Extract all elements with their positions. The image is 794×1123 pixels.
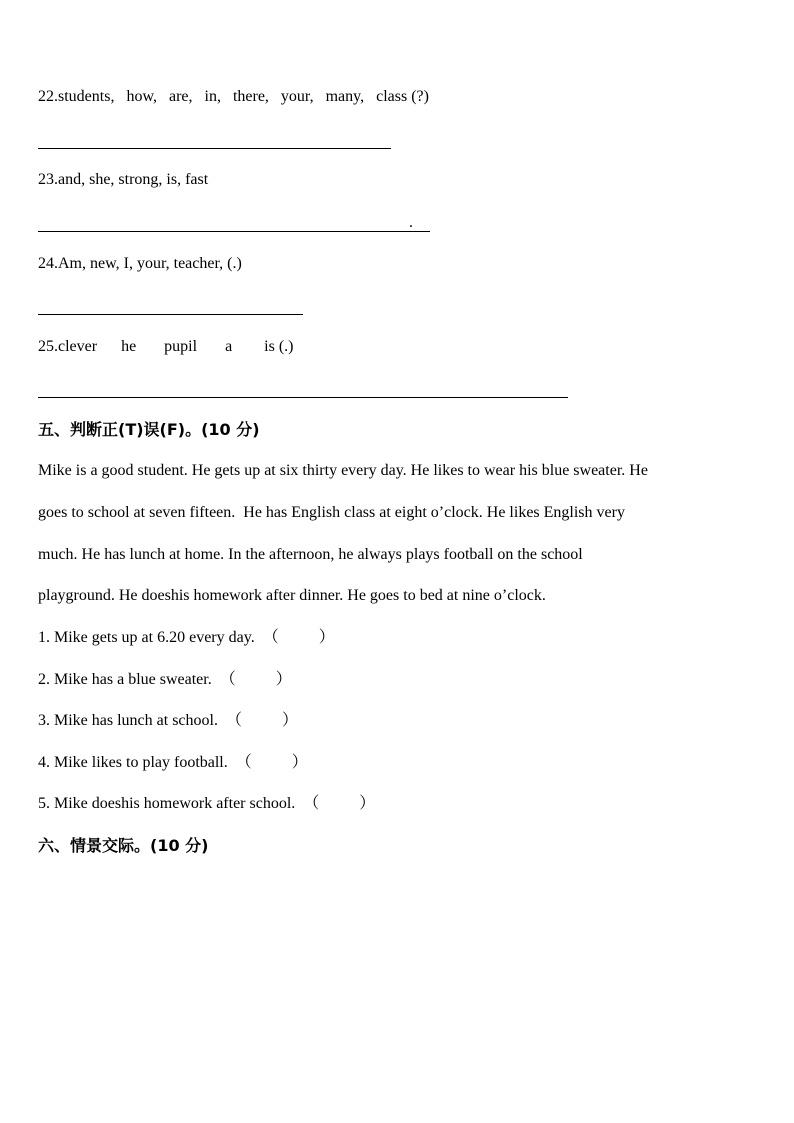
answer-line-23[interactable] bbox=[38, 231, 430, 232]
passage-line: goes to school at seven fifteen. He has English class at eight o’clock. He likes English very bbox=[38, 504, 625, 521]
section-6-heading: 六、情景交际。(10 分) bbox=[38, 836, 209, 855]
passage-line: playground. He doeshis homework after dinner. He goes to bed at nine o’clock. bbox=[38, 587, 546, 604]
passage-line: much. He has lunch at home. In the afternoon, he always plays football on the school bbox=[38, 546, 583, 563]
tf-question-4[interactable]: 4. Mike likes to play football. （ ） bbox=[38, 754, 308, 771]
tf-question-2[interactable]: 2. Mike has a blue sweater. （ ） bbox=[38, 671, 292, 688]
section-5-heading: 五、判断正(T)误(F)。(10 分) bbox=[38, 420, 260, 439]
answer-line-24[interactable] bbox=[38, 314, 303, 315]
tf-question-3[interactable]: 3. Mike has lunch at school. （ ） bbox=[38, 712, 298, 729]
question-22: 22.students, how, are, in, there, your, many, class (?) bbox=[38, 88, 429, 105]
question-25: 25.clever he pupil a is (.) bbox=[38, 338, 294, 355]
question-23: 23.and, she, strong, is, fast bbox=[38, 171, 209, 188]
answer-line-23-dot: . bbox=[409, 214, 413, 231]
answer-line-25[interactable] bbox=[38, 397, 568, 398]
passage-line: Mike is a good student. He gets up at six thirty every day. He likes to wear his blue sweater. He bbox=[38, 462, 648, 479]
answer-line-22[interactable] bbox=[38, 148, 391, 149]
tf-question-5[interactable]: 5. Mike doeshis homework after school. （ ） bbox=[38, 795, 376, 812]
question-24: 24.Am, new, I, your, teacher, (.) bbox=[38, 255, 242, 272]
tf-question-1[interactable]: 1. Mike gets up at 6.20 every day. （ ） bbox=[38, 629, 335, 646]
